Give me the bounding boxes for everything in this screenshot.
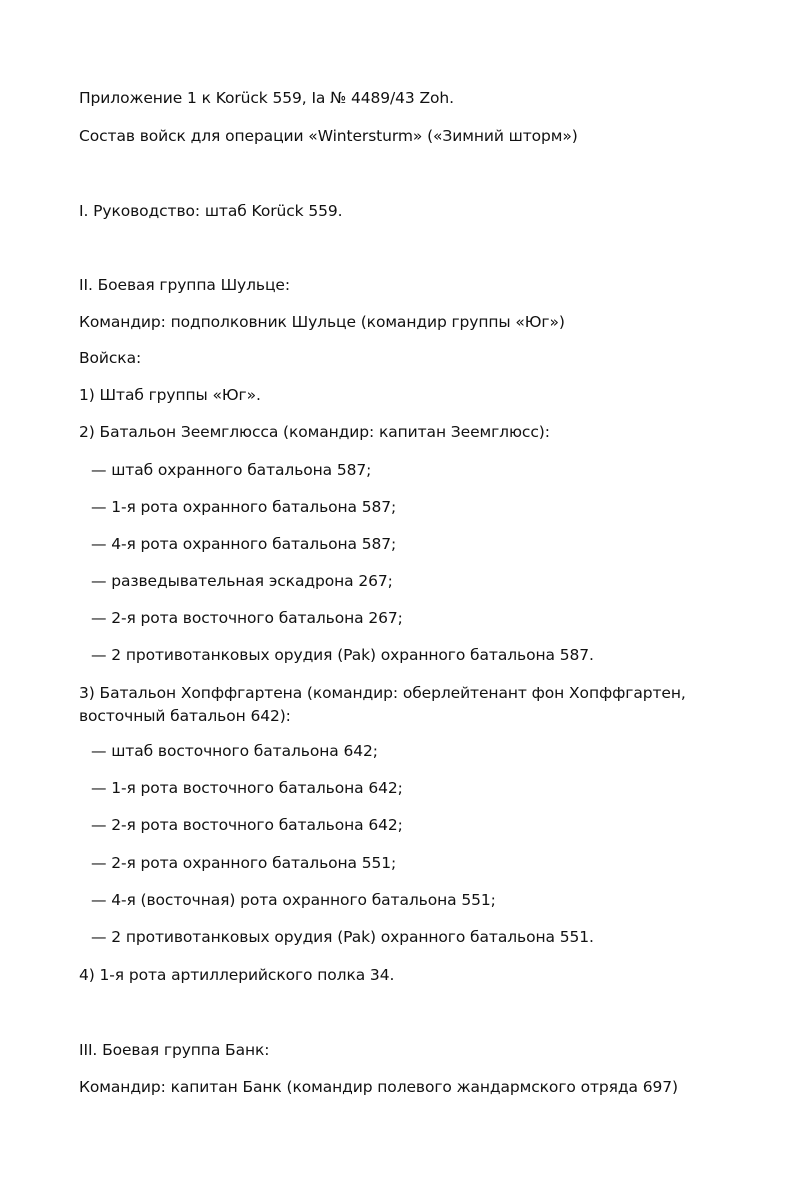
section2-item1: 1) Штаб группы «Юг». bbox=[79, 386, 261, 404]
list-item: — 4-я (восточная) рота охранного батальона 551; bbox=[91, 891, 496, 909]
section2-troops-label: Войска: bbox=[79, 349, 142, 367]
list-item: — 2-я рота охранного батальона 551; bbox=[91, 854, 397, 872]
list-item: — 1-я рота восточного батальона 642; bbox=[91, 779, 403, 797]
list-item: — 2 противотанковых орудия (Pak) охранного батальона 587. bbox=[91, 646, 594, 664]
section3-commander: Командир: капитан Банк (командир полевого жандармского отряда 697) bbox=[79, 1078, 678, 1096]
section3-heading: III. Боевая группа Банк: bbox=[79, 1041, 270, 1059]
section2-item2-title: 2) Батальон Зеемглюсса (командир: капитан Зеемглюсс): bbox=[79, 423, 550, 441]
section2-item3-title-line2: восточный батальон 642): bbox=[79, 707, 291, 725]
section2-item3-title-line1: 3) Батальон Хопффгартена (командир: оберлейтенант фон Хопффгартен, bbox=[79, 684, 686, 702]
list-item: — 2 противотанковых орудия (Pak) охранного батальона 551. bbox=[91, 928, 594, 946]
document-header: Приложение 1 к Korück 559, Ia № 4489/43 Zoh. bbox=[79, 89, 454, 107]
document-subheader: Состав войск для операции «Wintersturm» («Зимний шторм») bbox=[79, 127, 578, 145]
section2-heading: II. Боевая группа Шульце: bbox=[79, 276, 290, 294]
list-item: — 1-я рота охранного батальона 587; bbox=[91, 498, 397, 516]
list-item: — 4-я рота охранного батальона 587; bbox=[91, 535, 397, 553]
list-item: — штаб охранного батальона 587; bbox=[91, 461, 372, 479]
list-item: — штаб восточного батальона 642; bbox=[91, 742, 378, 760]
list-item: — разведывательная эскадрона 267; bbox=[91, 572, 393, 590]
section2-commander: Командир: подполковник Шульце (командир группы «Юг») bbox=[79, 313, 565, 331]
section1-heading: I. Руководство: штаб Korück 559. bbox=[79, 202, 343, 220]
list-item: — 2-я рота восточного батальона 267; bbox=[91, 609, 403, 627]
section2-item4: 4) 1-я рота артиллерийского полка 34. bbox=[79, 966, 395, 984]
list-item: — 2-я рота восточного батальона 642; bbox=[91, 816, 403, 834]
